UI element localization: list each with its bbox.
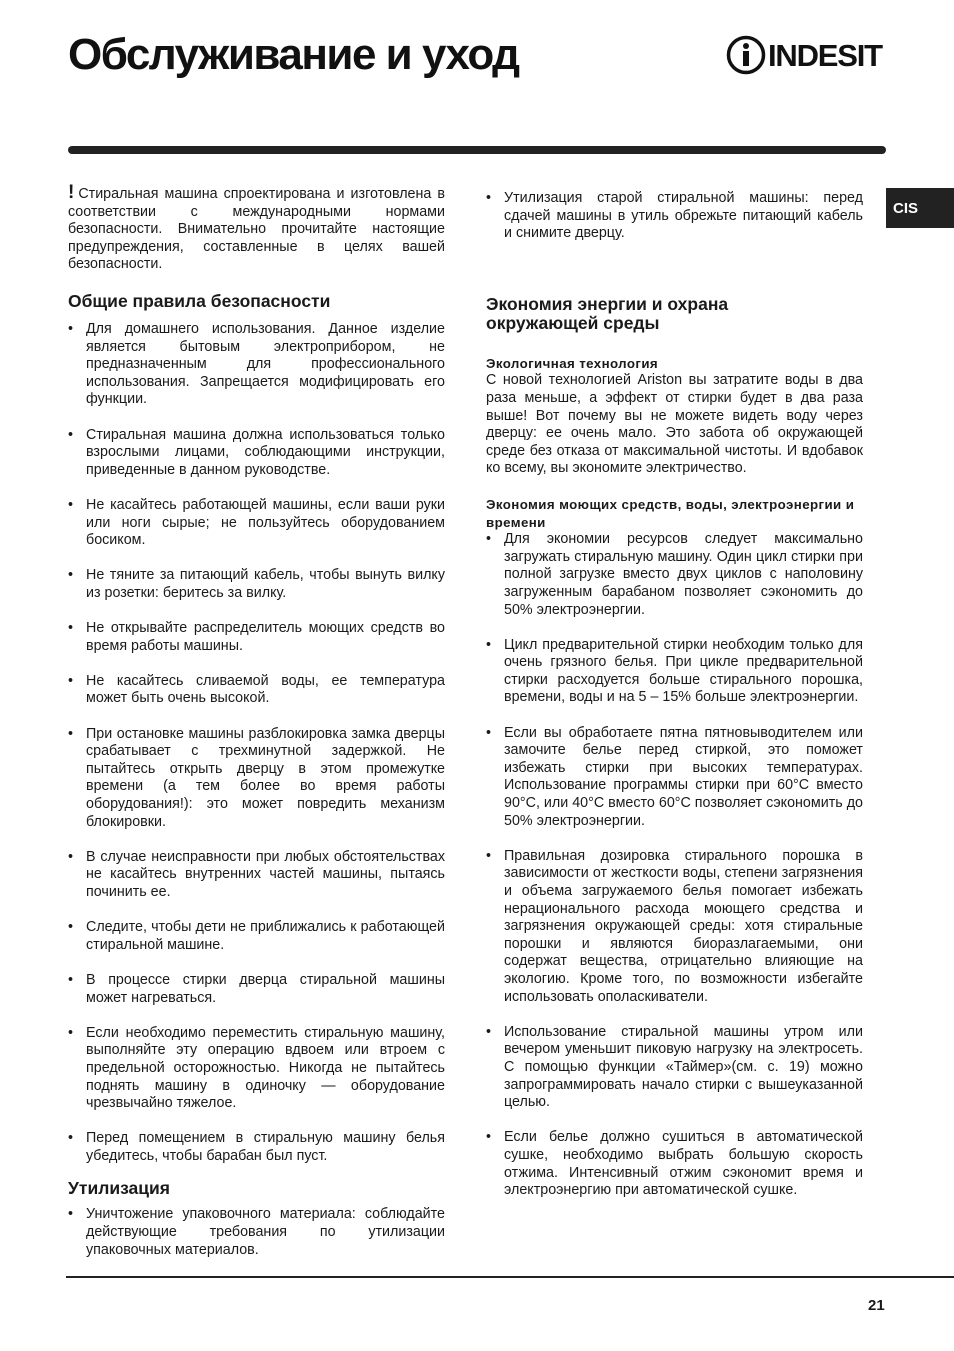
list-item: • Уничтожение упаковочного материала: соблюдайте действующие требования по утилизации упаковочных материалов. (68, 1206, 445, 1259)
safety-list (68, 321, 445, 1166)
list-item: • Утилизация старой стиральной машины: перед сдачей машины в утиль обрежьте питающий кабель и снимите дверцу. (486, 190, 863, 243)
right-column (486, 190, 863, 1200)
list-item: • Не касайтесь работающей машины, если ваши руки или ноги сырые; не пользуйтесь оборудованием босиком. (68, 497, 445, 550)
language-tab: CIS (886, 188, 954, 228)
page-title: Обслуживание и уход (68, 30, 519, 79)
list-item: • Для домашнего использования. Данное изделие является бытовым электроприбором, не предназначенным для профессионального использования. Запрещается модифицировать его функции. (68, 321, 445, 409)
left-column (68, 184, 445, 1259)
list-item: • Цикл предварительной стирки необходим только для очень грязного белья. При цикле предварительной стирки расходуется больше стирального порошка, времени, воды и на 5 – 15% больше электроэнергии. (486, 637, 863, 707)
safety-heading: Общие правила безопасности (68, 290, 331, 311)
page-number: 21 (868, 1297, 885, 1314)
eco-paragraph: С новой технологией Ariston вы затратите воды в два раза меньше, а эффект от стирки будет в два раза выше! Вот почему вы не можете видеть воду через дверцу: ее очень мало. Это забота об окружающей среде без отказа от максимальной чистоты. И вдобавок ко всему, вы экономите электричество. (486, 372, 863, 477)
list-item: • Стиральная машина должна использоваться только взрослыми лицами, соблюдающими инструкции, приведенные в данном руководстве. (68, 427, 445, 480)
header-rule (68, 146, 886, 154)
list-item: • Не тяните за питающий кабель, чтобы вынуть вилку из розетки: беритесь за вилку. (68, 567, 445, 602)
list-item: • Если белье должно сушиться в автоматической сушке, необходимо выбрать большую скорость отжима. Интенсивный отжим сэкономит время и электроэнергию при автоматической сушке. (486, 1129, 863, 1199)
list-item: • Если вы обработаете пятна пятновыводителем или замочите белье перед стиркой, это поможет избежать стирки при высоких температурах. Использование программы стирки при 60°С вместо 90°С, или 40°С вместо 60°С позволяет сэкономить до 50% электроэнергии. (486, 725, 863, 831)
list-item: • Следите, чтобы дети не приближались к работающей стиральной машине. (68, 919, 445, 954)
intro-text: Стиральная машина спроектирована и изготовлена в соответствии с международными нормами безопасности. Внимательно прочитайте настоящие предупреждения, составленные в целях вашей безопасности. (68, 186, 445, 273)
list-item: • Для экономии ресурсов следует максимально загружать стиральную машину. Один цикл стирки при полной загрузке вместо двух циклов с наполовину загруженным барабаном позволяет сэкономить до 50% электроэнергии. (486, 531, 863, 619)
list-item: • Перед помещением в стиральную машину белья убедитесь, чтобы барабан был пуст. (68, 1130, 445, 1165)
list-item: • В процессе стирки дверца стиральной машины может нагреваться. (68, 972, 445, 1007)
intro-paragraph (68, 184, 445, 274)
indesit-logo-icon (726, 35, 766, 75)
saving-subheading: Экономия моющих средств, воды, электроэнергии и времени (486, 496, 855, 530)
list-item: • Если необходимо переместить стиральную машину, выполняйте эту операцию вдвоем или втроем с предельной осторожностью. Никогда не пытайтесь поднять машину в одиночку — оборудование чрезвычайно тяжелое. (68, 1025, 445, 1113)
list-item: • Правильная дозировка стирального порошка в зависимости от жесткости воды, степени загрязнения и объема загружаемого белья помогает избежать нерационального расхода моющего средства и загрязнения окружающей среды: хотя стиральные порошки и являются биоразлагаемыми, они содержат вещества, отрицательно влияющие на экологию. Кроме того, по возможности избегайте использовать ополаскиватели. (486, 848, 863, 1006)
eco-subheading: Экологичная технология (486, 355, 659, 371)
warning-icon: ! (68, 182, 75, 203)
disposal-list-continued (486, 190, 863, 243)
energy-heading: Экономия энергии и охрана окружающей среды (486, 293, 729, 333)
footer-rule (66, 1276, 954, 1278)
brand-name: INDESIT (768, 37, 882, 73)
saving-list (486, 531, 863, 1200)
disposal-list (68, 1206, 445, 1259)
list-item: • Не открывайте распределитель моющих средств во время работы машины. (68, 620, 445, 655)
list-item: • При остановке машины разблокировка замка дверцы срабатывает с трехминутной задержкой. Не пытайтесь открыть дверцу в этом промежуткe времени (а тем более во время работы оборудования!): это может повредить механизм блокировки. (68, 726, 445, 832)
disposal-heading: Утилизация (68, 1178, 171, 1199)
brand-logo (726, 33, 882, 77)
list-item: • Не касайтесь сливаемой воды, ее температура может быть очень высокой. (68, 673, 445, 708)
list-item: • Использование стиральной машины утром или вечером уменьшит пиковую нагрузку на электросеть. С помощью функции «Таймер»(см. с. 19) можно запрограммировать начало стирки с вышеуказанной целью. (486, 1024, 863, 1112)
list-item: • В случае неисправности при любых обстоятельствах не касайтесь внутренних частей машины, пытаясь починить ее. (68, 849, 445, 902)
